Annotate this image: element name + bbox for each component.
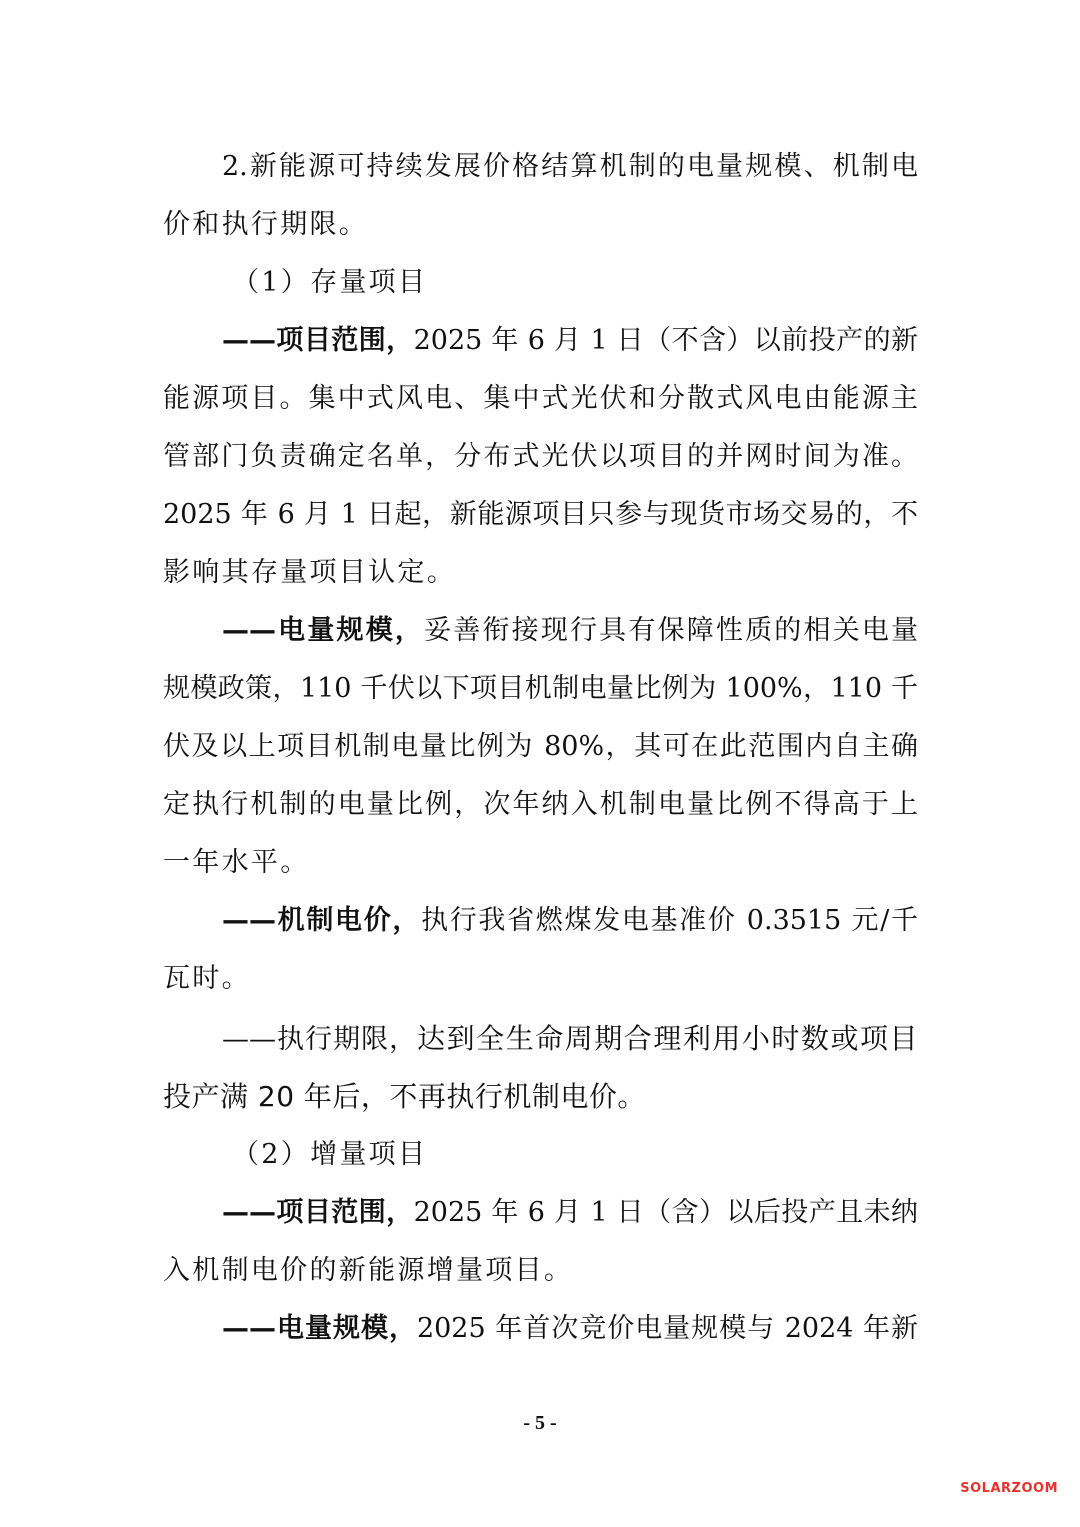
s1-price-line-1: ——机制电价，执行我省燃煤发电基准价 0.3515 元/千 xyxy=(222,905,918,936)
s1-scope-line-3: 管部门负责确定名单，分布式光伏以项目的并网时间为准。 xyxy=(163,441,918,472)
heading-line-2: 价和执行期限。 xyxy=(163,209,369,240)
s1-volume-label: ——电量规模， xyxy=(222,615,425,646)
section2-title: （2）增量项目 xyxy=(232,1139,428,1170)
s1-scope-line-1: ——项目范围，2025 年 6 月 1 日（不含）以前投产的新 xyxy=(222,325,918,356)
heading-line-1: 2.新能源可持续发展价格结算机制的电量规模、机制电 xyxy=(222,151,918,182)
s1-scope-line-5: 影响其存量项目认定。 xyxy=(163,557,456,588)
s1-volume-line-5: 一年水平。 xyxy=(163,847,310,878)
s1-scope-label: ——项目范围， xyxy=(222,325,414,356)
s1-scope-line-4: 2025 年 6 月 1 日起，新能源项目只参与现货市场交易的，不 xyxy=(163,499,918,530)
s2-scope-label: ——项目范围， xyxy=(222,1197,414,1228)
s1-price-line-2: 瓦时。 xyxy=(163,963,251,994)
s1-volume-line-2: 规模政策，110 千伏以下项目机制电量比例为 100%，110 千 xyxy=(163,673,918,704)
s1-price-label: ——机制电价， xyxy=(222,905,422,936)
s1-scope-line-2: 能源项目。集中式风电、集中式光伏和分散式风电由能源主 xyxy=(163,383,918,414)
s1-term-line-1: ——执行期限，达到全生命周期合理利用小时数或项目 xyxy=(222,1022,918,1055)
s2-volume-line-1: ——电量规模，2025 年首次竞价电量规模与 2024 年新 xyxy=(222,1313,918,1344)
watermark-logo: SOLARZOOM xyxy=(960,1481,1058,1496)
page-number: - 5 - xyxy=(523,1412,557,1434)
section1-title: （1）存量项目 xyxy=(232,267,428,298)
s2-volume-label: ——电量规模， xyxy=(222,1313,417,1344)
s2-scope-line-1: ——项目范围，2025 年 6 月 1 日（含）以后投产且未纳 xyxy=(222,1197,918,1228)
s1-volume-line-1: ——电量规模，妥善衔接现行具有保障性质的相关电量 xyxy=(222,615,918,646)
s1-term-line-2: 投产满 20 年后，不再执行机制电价。 xyxy=(163,1080,646,1113)
s1-volume-line-3: 伏及以上项目机制电量比例为 80%，其可在此范围内自主确 xyxy=(163,731,918,762)
s1-volume-line-4: 定执行机制的电量比例，次年纳入机制电量比例不得高于上 xyxy=(163,789,918,820)
s2-scope-line-2: 入机制电价的新能源增量项目。 xyxy=(163,1255,574,1286)
s1-term-label: ——执行期限， xyxy=(222,1024,418,1055)
